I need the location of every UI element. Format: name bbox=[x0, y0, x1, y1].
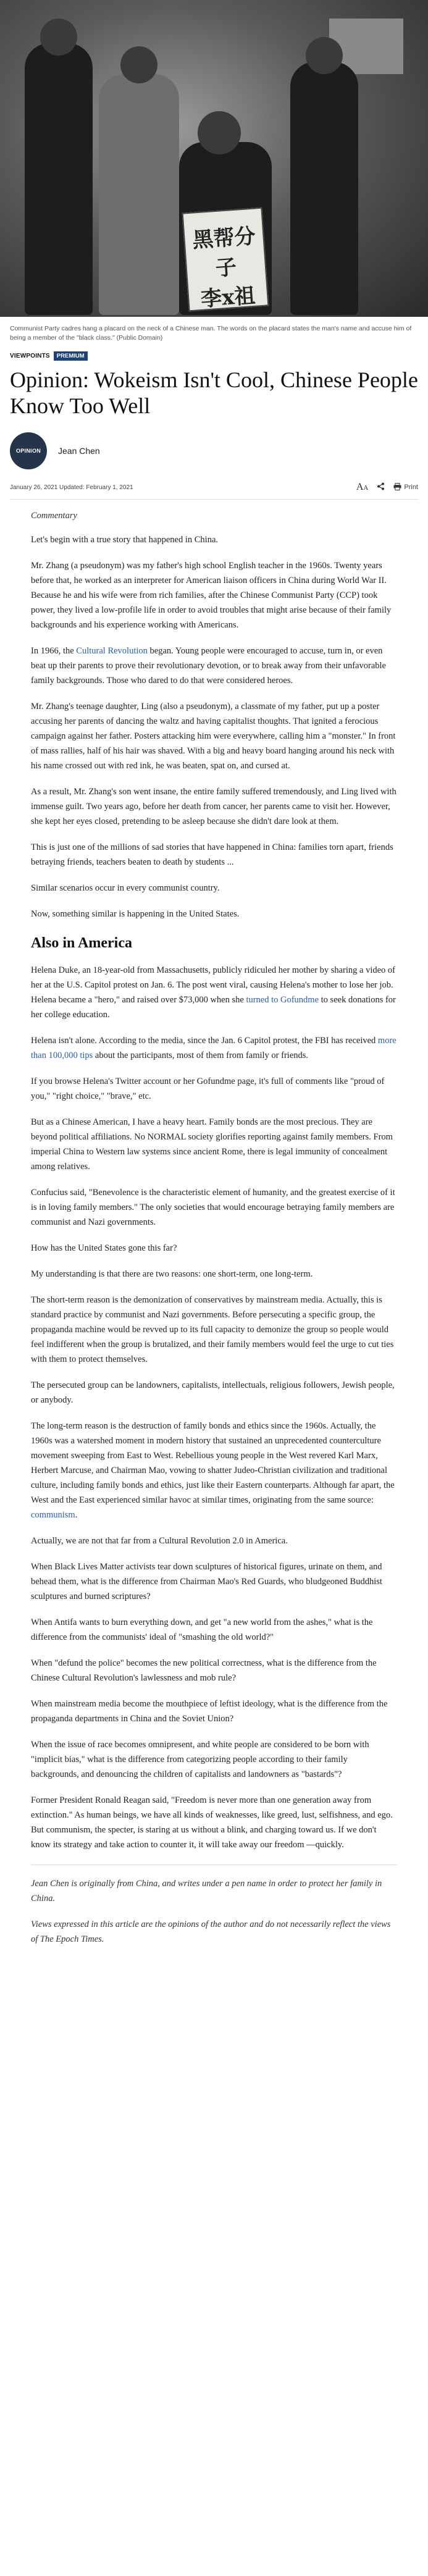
article-headline: Opinion: Wokeism Isn't Cool, Chinese People Know Too Well bbox=[10, 367, 418, 418]
placard bbox=[182, 208, 269, 312]
paragraph-text: to seek donations for her college education. bbox=[31, 995, 396, 1020]
paragraph-text: Helena isn't alone. According to the media, since the Jan. 6 Capitol protest, the FBI has received bbox=[31, 1036, 378, 1046]
hero-photo bbox=[0, 0, 428, 317]
figure-silhouette bbox=[25, 43, 93, 315]
paragraph: When Antifa wants to burn everything down, and get "a new world from the ashes," what is the difference from the communists' ideal of "smashing the old world?" bbox=[31, 1617, 373, 1642]
paragraph: This is just one of the millions of sad stories that have happened in China: families torn apart, friends betraying friends, teachers beaten to death by students ... bbox=[31, 842, 393, 867]
paragraph: When Black Lives Matter activists tear down sculptures of historical figures, urinate on them, and behead them, what is the difference from Chairman Mao's Red Guards, who bludgeoned Buddhist sculptures and burned scriptures? bbox=[31, 1562, 382, 1601]
gofundme-link[interactable]: turned to Gofundme bbox=[246, 995, 319, 1005]
paragraph: Actually, we are not that far from a Cultural Revolution 2.0 in America. bbox=[31, 1536, 288, 1546]
paragraph bbox=[31, 963, 397, 1022]
figure-head bbox=[306, 37, 343, 74]
share-icon[interactable] bbox=[377, 482, 385, 492]
paragraph: Mr. Zhang's teenage daughter, Ling (also a pseudonym), a classmate of my father, put up a poster accusing her parents of dancing the waltz and having capitalist thoughts. That ignited a ferocious campaign against her father. Posters attacking him were everywhere, calling him a "monster." In front of mass rallies, half of his hair was shaved. With a big and heavy board hanging around his neck with his name crossed out with red ink, he was beaten, spat on, and cursed at. bbox=[31, 702, 396, 771]
print-label: Print bbox=[404, 484, 418, 491]
paragraph: When the issue of race becomes omnipresent, and white people are considered to be born with "implicit bias," what is the difference from categorizing people according to their family backgrounds, and denouncing the children of capitalists and landowners as "bastards"? bbox=[31, 1740, 369, 1779]
section-tag[interactable]: VIEWPOINTS bbox=[10, 353, 50, 359]
author-name[interactable]: Jean Chen bbox=[58, 446, 100, 456]
author-avatar[interactable]: OPINION bbox=[10, 432, 47, 469]
paragraph bbox=[31, 644, 397, 688]
paragraph-text: . bbox=[75, 1510, 78, 1520]
disclaimer: Views expressed in this article are the opinions of the author and do not necessarily reflect the views of The Epoch Times. bbox=[31, 1919, 391, 1944]
paragraph: The short-term reason is the demonization of conservatives by mainstream media. Actually, this is standard practice by communist and Nazi governments. Before persecuting a specific group, the propaganda machine would be revved up to its full capacity to demonize the group so people would feel indifferent when the group is brutalized, and their family members would feel the urge to cut ties with them to protect themselves. bbox=[31, 1295, 394, 1364]
publish-dates: January 26, 2021 Updated: February 1, 2021 bbox=[10, 484, 133, 491]
figure-silhouette bbox=[99, 74, 179, 315]
paragraph-text: Helena Duke, an 18-year-old from Massachusetts, publicly ridiculed her mother by sharing a video of her at the U.S. Capitol protest on Jan. 6. The post went viral, causing Helena's mother to lose her job. Helena became a "hero," and raised over $73,000 when she bbox=[31, 965, 396, 1005]
article-tools bbox=[356, 482, 418, 493]
figure-head bbox=[198, 111, 241, 154]
font-size-label: A bbox=[356, 482, 364, 492]
paragraph: Former President Ronald Reagan said, "Freedom is never more than one generation away from extinction." As human beings, we have all kinds of weaknesses, like greed, lust, selfishness, and ego. But communism, the specter, is staring at us without a blink, and charging toward us. If we don't know its strategy and take action to counter it, it will take away our freedom —quickly. bbox=[31, 1795, 393, 1850]
communism-link[interactable]: communism bbox=[31, 1510, 75, 1520]
paragraph-text: began. Young people were encouraged to accuse, turn in, or even beat up their parents to prove their revolutionary devotion, or to break away from their unfavorable family backgrounds. Those who dared to do that were considered heroes. bbox=[31, 646, 386, 686]
article-body bbox=[0, 511, 428, 1947]
print-icon bbox=[393, 483, 401, 492]
paragraph: Confucius said, "Benevolence is the characteristic element of humanity, and the greatest exercise of it is in loving family members." The only societies that would encourage betraying family members are communist and Nazi governments. bbox=[31, 1188, 395, 1227]
paragraph: When mainstream media become the mouthpiece of leftist ideology, what is the difference from the propaganda departments in China and the Soviet Union? bbox=[31, 1699, 388, 1724]
figure-silhouette bbox=[290, 62, 358, 315]
paragraph: But as a Chinese American, I have a heavy heart. Family bonds are the most precious. They are beyond political affiliations. No NORMAL society glorifies reporting against family members. From imperial China to Western law systems since ancient Rome, there is legal immunity of concealment among relatives. bbox=[31, 1117, 393, 1172]
author-block bbox=[10, 432, 418, 469]
author-bio: Jean Chen is originally from China, and writes under a pen name in order to protect her family in China. bbox=[31, 1879, 382, 1903]
section-tags bbox=[10, 351, 418, 361]
print-button[interactable] bbox=[393, 483, 418, 492]
font-size-button[interactable]: AA bbox=[356, 482, 369, 492]
paragraph-text: about the participants, most of them from family or friends. bbox=[93, 1051, 309, 1060]
paragraph bbox=[31, 1033, 397, 1063]
figure-head bbox=[40, 19, 77, 56]
paragraph bbox=[31, 1419, 397, 1522]
placard-line-2: 李x祖 bbox=[199, 283, 256, 312]
cultural-revolution-link[interactable]: Cultural Revolution bbox=[76, 646, 148, 656]
paragraph: My understanding is that there are two reasons: one short-term, one long-term. bbox=[31, 1269, 313, 1279]
photo-caption: Communist Party cadres hang a placard on the neck of a Chinese man. The words on the placard states the man's name and accuse him of being a member of the "black class." (Public Domain) bbox=[10, 325, 412, 342]
paragraph-text: In 1966, the bbox=[31, 646, 77, 656]
figure-head bbox=[120, 46, 157, 83]
paragraph: Let's begin with a true story that happened in China. bbox=[31, 535, 219, 545]
paragraph-text: The long-term reason is the destruction of family bonds and ethics since the 1960s. Actually, the 1960s was a watershed moment in modern history that sustained an unprecedented counterculture movement sweeping from East to West. Rebellious young people in the West revered Karl Marx, Herbert Marcuse, and Chairman Mao, vowing to shatter Judeo-Christian civilization and traditional culture, including family bonds and ethics, just like their Eastern counterparts. Although far apart, the West and the East experienced similar havoc at similar times, originating from the same source: bbox=[31, 1421, 395, 1505]
paragraph: Mr. Zhang (a pseudonym) was my father's high school English teacher in the 1960s. Twenty years before that, he worked as an interpreter for American liaison officers in China during World War II. Because he and his wife were from rich families, after the Chinese Communist Party (CCP) took power, they lived a low-profile life in order to avoid troubles that might arise because of their family backgrounds and his experience working with Americans. bbox=[31, 561, 392, 630]
fbi-tips-link[interactable]: more than 100,000 tips bbox=[31, 1036, 397, 1060]
paragraph: If you browse Helena's Twitter account or her Gofundme page, it's full of comments like "proud of you," "right choice," "brave," etc. bbox=[31, 1076, 385, 1101]
placard-line-1: 黑帮分子 bbox=[191, 224, 256, 282]
paragraph: How has the United States gone this far? bbox=[31, 1243, 177, 1253]
paragraph: When "defund the police" becomes the new political correctness, what is the difference from the Chinese Cultural Revolution's lawlessness and mob rule? bbox=[31, 1658, 377, 1683]
paragraph: Now, something similar is happening in the United States. bbox=[31, 909, 240, 919]
article-meta bbox=[10, 482, 418, 500]
section-heading: Also in America bbox=[31, 935, 132, 951]
paragraph: Similar scenarios occur in every communist country. bbox=[31, 883, 220, 893]
article-category: Commentary bbox=[31, 511, 77, 521]
premium-badge: PREMIUM bbox=[54, 351, 88, 361]
paragraph: As a result, Mr. Zhang's son went insane, the entire family suffered tremendously, and Ling lived with immense guilt. Two years ago, before her death from cancer, her parents came to visit her. However, she kept her eyes closed, pretending to be asleep because she didn't dare look at them. bbox=[31, 787, 397, 826]
paragraph: The persecuted group can be landowners, capitalists, intellectuals, religious followers, Jewish people, or anybody. bbox=[31, 1380, 395, 1405]
